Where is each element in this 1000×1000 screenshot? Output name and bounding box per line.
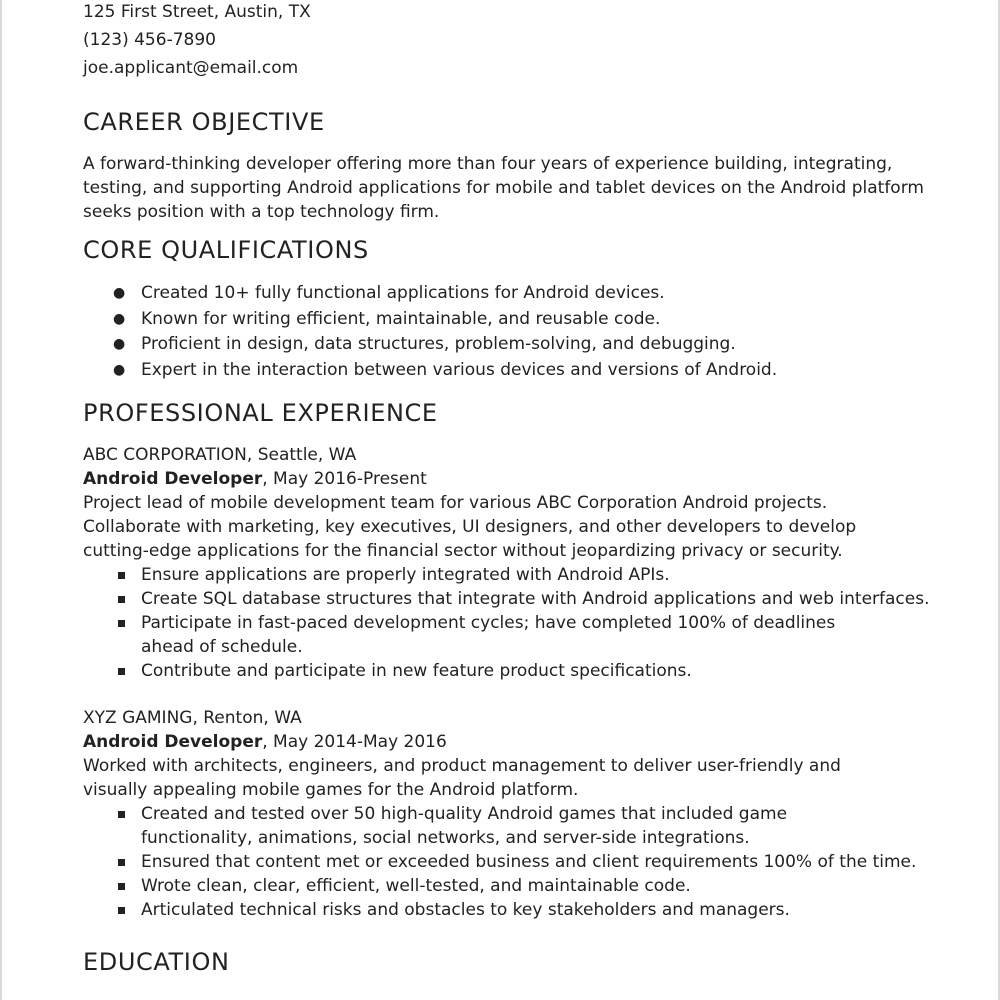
qualification-text: Proficient in design, data structures, problem-solving, and debugging. <box>141 334 736 354</box>
list-item <box>113 898 943 922</box>
career-objective-text: A forward-thinking developer offering more than four years of experience building, integrating, testing, and supporting Android applications for mobile and tablet devices on the Android platform seeks position with a top technology firm. <box>83 154 924 222</box>
bullet-icon: ● <box>113 285 126 301</box>
bullet-text: Contribute and participate in new feature product specifications. <box>141 661 692 681</box>
square-bullet-icon <box>118 572 125 579</box>
job-bullets <box>83 802 943 922</box>
square-bullet-icon <box>118 883 125 890</box>
job-entry-abc <box>83 443 943 683</box>
career-objective-heading: CAREER OBJECTIVE <box>83 108 325 136</box>
list-item <box>113 307 913 333</box>
job-company: XYZ GAMING, Renton, WA <box>83 708 302 728</box>
job-entry-xyz <box>83 706 943 922</box>
bullet-text: Create SQL database structures that integrate with Android applications and web interfaces. <box>141 589 930 609</box>
square-bullet-icon <box>118 668 125 675</box>
job-company: ABC CORPORATION, Seattle, WA <box>83 445 357 465</box>
list-item <box>113 563 943 587</box>
square-bullet-icon <box>118 811 125 818</box>
bullet-icon: ● <box>113 361 126 378</box>
list-item <box>113 874 943 898</box>
bullet-icon: ● <box>113 310 126 327</box>
core-qualifications-heading: CORE QUALIFICATIONS <box>83 236 369 264</box>
job-dates: , May 2016-Present <box>262 469 427 489</box>
square-bullet-icon <box>118 907 125 914</box>
list-item <box>113 850 943 874</box>
bullet-text: Articulated technical risks and obstacles to key stakeholders and managers. <box>141 900 790 920</box>
job-role: Android Developer <box>83 732 263 752</box>
job-title-line <box>83 730 943 754</box>
qualification-text: Known for writing efficient, maintainable, and reusable code. <box>141 308 661 329</box>
list-item <box>113 332 913 358</box>
list-item <box>113 587 943 611</box>
education-heading: EDUCATION <box>83 948 230 976</box>
job-role: Android Developer <box>83 469 263 489</box>
bullet-text: Ensure applications are properly integrated with Android APIs. <box>141 565 670 585</box>
qualification-text: Expert in the interaction between various devices and versions of Android. <box>141 359 778 380</box>
list-item <box>113 281 913 307</box>
bullet-text: Created and tested over 50 high-quality Android games that included game functionality, animations, social networks, and server-side integrations. <box>141 804 788 848</box>
list-item <box>113 659 943 683</box>
bullet-text: Ensured that content met or exceeded business and client requirements 100% of the time. <box>141 852 917 872</box>
bullet-text: Participate in fast-paced development cycles; have completed 100% of deadlines ahead of schedule. <box>141 613 836 657</box>
page-border-left <box>0 0 2 1000</box>
bullet-icon: ● <box>113 336 126 352</box>
job-dates: , May 2014-May 2016 <box>262 732 447 752</box>
professional-experience-heading: PROFESSIONAL EXPERIENCE <box>83 399 438 427</box>
contact-phone: (123) 456-7890 <box>83 30 216 50</box>
bullet-text: Wrote clean, clear, efficient, well-tested, and maintainable code. <box>141 876 691 896</box>
qualifications-list <box>113 281 913 383</box>
job-description: Project lead of mobile development team for various ABC Corporation Android projects. Collaborate with marketing, key executives, UI designers, and other developers to develop cutting-edge applications for the financial sector without jeopardizing privacy or security. <box>83 493 857 561</box>
contact-block <box>83 0 311 82</box>
job-bullets <box>83 563 943 683</box>
qualification-text: Created 10+ fully functional applications for Android devices. <box>141 283 665 303</box>
job-description: Worked with architects, engineers, and product management to deliver user-friendly and visually appealing mobile games for the Android platform. <box>83 756 841 800</box>
job-title-line <box>83 467 943 491</box>
square-bullet-icon <box>118 596 125 603</box>
contact-email: joe.applicant@email.com <box>83 58 299 78</box>
list-item <box>113 358 913 384</box>
list-item <box>113 611 861 659</box>
square-bullet-icon <box>118 620 125 627</box>
square-bullet-icon <box>118 859 125 866</box>
contact-address: 125 First Street, Austin, TX <box>83 2 311 22</box>
list-item <box>113 802 861 850</box>
